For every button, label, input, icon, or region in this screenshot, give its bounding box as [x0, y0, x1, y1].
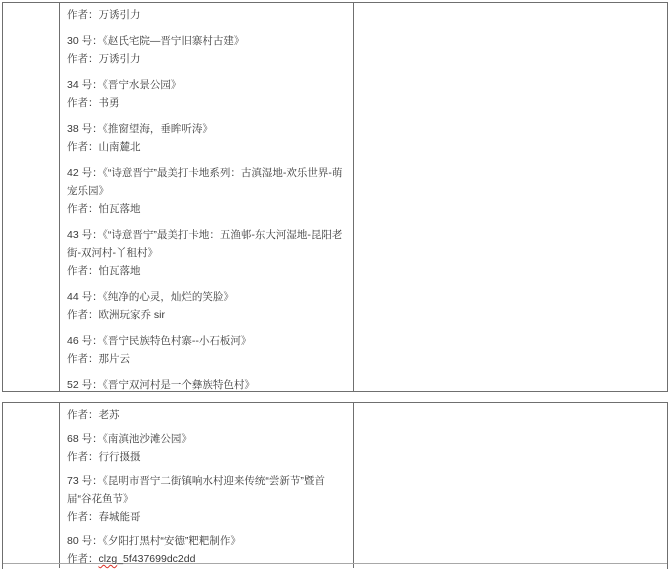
- entry-line: 作者：clzg_5f437699dc2dd: [67, 553, 196, 565]
- entry-line: 30 号：《赵氏宅院—晋宁旧寨村古建》: [67, 35, 245, 47]
- entry-line: 34 号：《晋宁水景公园》: [67, 79, 182, 91]
- entries-cell-stub: [60, 564, 354, 568]
- entry-line: 作者：老苏: [67, 409, 120, 421]
- right-empty-cell: [354, 3, 667, 391]
- entry-line: 73 号：《昆明市晋宁二街镇响水村迎来传统“尝新节”暨首届“谷花鱼节》: [67, 475, 325, 505]
- entry-line: 46 号：《晋宁民族特色村寨--小石板河》: [67, 335, 252, 347]
- paragraph-gap: [67, 218, 349, 226]
- entry-line: 作者：山南麓北: [67, 141, 141, 153]
- paragraph-gap: [67, 368, 349, 376]
- paragraph-gap: [67, 68, 349, 76]
- entry-line: 38 号：《推窗望海，垂眸听涛》: [67, 123, 213, 135]
- entry-line: 43 号：《“诗意晋宁”最美打卡地：五渔邨-东大河湿地-昆阳老街-双河村-丫租村》: [67, 229, 343, 259]
- misspelled-text: clzg: [98, 553, 118, 565]
- table-row: [3, 403, 667, 564]
- paragraph-gap: [67, 24, 349, 32]
- entry-line: 作者：万诱引力: [67, 53, 141, 65]
- paragraph-gap: [67, 112, 349, 120]
- left-empty-cell: [3, 564, 60, 568]
- entry-line: 42 号：《“诗意晋宁”最美打卡地系列：古滇湿地-欢乐世界-萌宠乐园》: [67, 167, 343, 197]
- entry-line: 52 号：《晋宁双河村是一个彝族特色村》: [67, 379, 255, 391]
- entry-line: 作者：书勇: [67, 97, 120, 109]
- paragraph-gap: [67, 324, 349, 332]
- table-fragment-upper: [2, 2, 668, 392]
- right-empty-cell: [354, 564, 667, 568]
- entry-line: 作者：行行摄摄: [67, 451, 141, 463]
- right-empty-cell: [354, 403, 667, 563]
- entry-line: 作者：万诱引力: [67, 9, 141, 21]
- entry-line: 44 号：《纯净的心灵，灿烂的笑脸》: [67, 291, 234, 303]
- entry-line: 作者：怕瓦落地: [67, 265, 141, 277]
- entry-line: 作者：那片云: [67, 353, 130, 365]
- entry-line: 80 号：《夕阳打黑村“安德”粑粑制作》: [67, 535, 241, 547]
- paragraph-gap: [67, 280, 349, 288]
- entry-line: 68 号：《南滇池沙滩公园》: [67, 433, 192, 445]
- table-row: [3, 3, 667, 391]
- entry-line: 作者：怕瓦落地: [67, 203, 141, 215]
- paragraph-gap: [67, 156, 349, 164]
- table-row-partial: [3, 564, 667, 568]
- entry-line: 作者：春城能哥: [67, 511, 141, 523]
- left-empty-cell: [3, 403, 60, 563]
- entries-cell-lower: [60, 403, 354, 563]
- entries-cell-upper: [60, 3, 354, 391]
- table-fragment-lower: [2, 402, 668, 569]
- entry-line: 作者：欧洲玩家乔 sir: [67, 309, 165, 321]
- left-empty-cell: [3, 3, 60, 391]
